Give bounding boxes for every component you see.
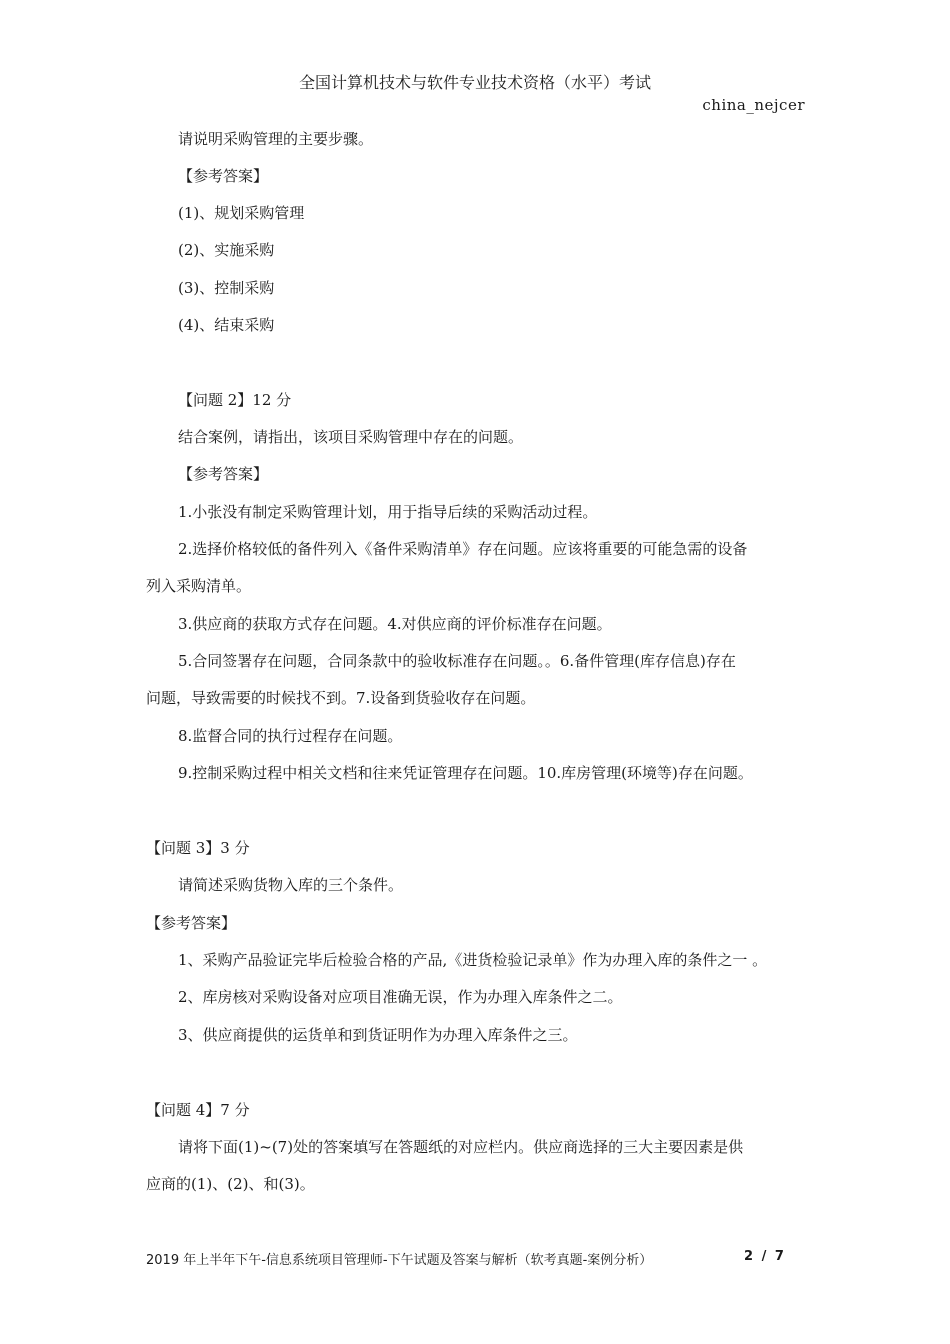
q1-prompt: 请说明采购管理的主要步骤。 <box>178 130 374 148</box>
q4-prompt-line: 请将下面(1)~(7)处的答案填写在答题纸的对应栏内。供应商选择的三大主要因素是供 <box>178 1138 744 1156</box>
q4-prompt-line: 应商的(1)、(2)、和(3)。 <box>146 1175 315 1193</box>
q3-heading: 【问题 3】3 分 <box>146 839 250 857</box>
q4-heading: 【问题 4】7 分 <box>146 1101 250 1119</box>
q2-answer-line: 5.合同签署存在问题，合同条款中的验收标准存在问题。。6.备件管理(库存信息)存在 <box>178 652 736 670</box>
q1-answer-item: (2)、实施采购 <box>178 241 275 259</box>
q2-prompt: 结合案例，请指出，该项目采购管理中存在的问题。 <box>178 428 524 446</box>
page-number: 2 / 7 <box>744 1249 786 1264</box>
q2-answer-line: 列入采购清单。 <box>146 577 252 595</box>
q2-answer-line: 2.选择价格较低的备件列入《备件采购清单》存在问题。应该将重要的可能急需的设备 <box>178 540 748 558</box>
q1-answer-item: (3)、控制采购 <box>178 279 275 297</box>
q2-heading: 【问题 2】12 分 <box>178 391 292 409</box>
q3-answer-line: 3、供应商提供的运货单和到货证明作为办理入库条件之三。 <box>178 1026 578 1044</box>
q2-answer-label: 【参考答案】 <box>178 465 269 483</box>
page-footer-title: 2019 年上半年下午-信息系统项目管理师-下午试题及答案与解析（软考真题-案例分析） <box>146 1253 653 1268</box>
q3-prompt: 请简述采购货物入库的三个条件。 <box>178 876 404 894</box>
q3-answer-line: 1、采购产品验证完毕后检验合格的产品,《进货检验记录单》作为办理入库的条件之一 。 <box>178 951 768 969</box>
q3-answer-line: 2、库房核对采购设备对应项目准确无误，作为办理入库条件之二。 <box>178 988 623 1006</box>
q3-answer-label: 【参考答案】 <box>146 914 237 932</box>
q2-answer-line: 问题，导致需要的时候找不到。7.设备到货验收存在问题。 <box>146 689 536 707</box>
q2-answer-line: 8.监督合同的执行过程存在问题。 <box>178 727 403 745</box>
q2-answer-line: 9.控制采购过程中相关文档和往来凭证管理存在问题。10.库房管理(环境等)存在问题。 <box>178 764 753 782</box>
q1-answer-item: (4)、结束采购 <box>178 316 275 334</box>
header-username: china_nejcer <box>702 96 805 114</box>
q2-answer-line: 1.小张没有制定采购管理计划，用于指导后续的采购活动过程。 <box>178 503 598 521</box>
q2-answer-line: 3.供应商的获取方式存在问题。4.对供应商的评价标准存在问题。 <box>178 615 612 633</box>
page-header-title: 全国计算机技术与软件专业技术资格（水平）考试 <box>298 73 651 92</box>
q1-answer-item: (1)、规划采购管理 <box>178 204 305 222</box>
q1-answer-label: 【参考答案】 <box>178 167 269 185</box>
